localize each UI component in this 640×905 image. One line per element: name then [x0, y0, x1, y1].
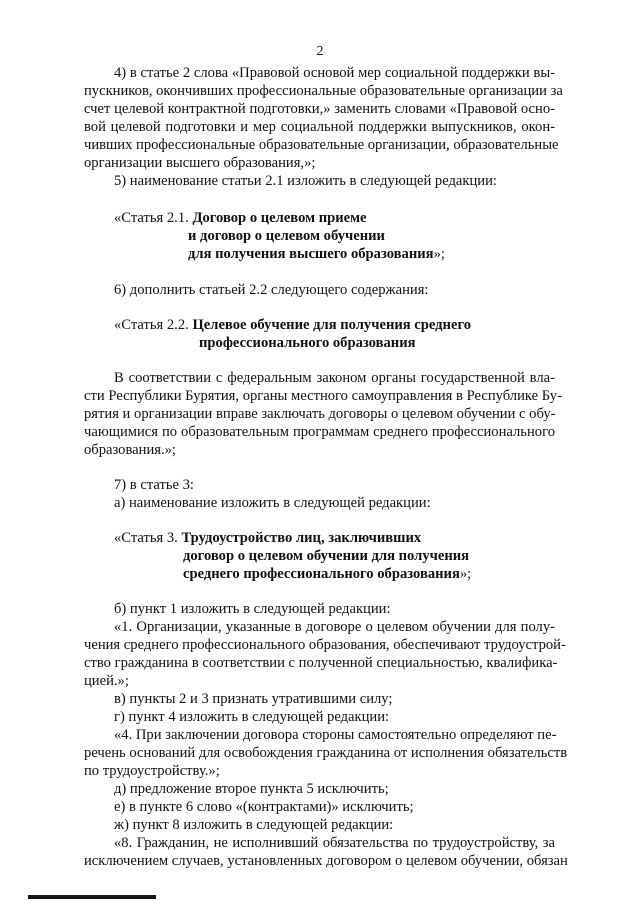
article-label: «Статья 3.: [114, 530, 182, 546]
article-title: Трудоустройство лиц, заключивших: [181, 530, 422, 546]
article-heading-3: [114, 529, 421, 547]
article-title-line: [199, 334, 416, 352]
scan-artifact-bar: [28, 895, 156, 899]
text-line: речень оснований для освобождения гражданина от исполнения обязательств: [84, 745, 568, 761]
text-line: «4. При заключении договора стороны самостоятельно определяют пе-: [114, 727, 557, 743]
text-line: 5) наименование статьи 2.1 изложить в следующей редакции:: [114, 173, 497, 189]
text-line: пускников, окончивших профессиональные образовательные организации за: [84, 83, 563, 99]
text-line: сти Республики Бурятия, органы местного самоуправления в Республике Бу-: [84, 388, 562, 404]
text-line: ство гражданина в соответствии с полученной специальностью, квалифика-: [84, 655, 558, 671]
text-line: цией.»;: [84, 673, 129, 689]
text-line: В соответствии с федеральным законом органы государственной вла-: [114, 370, 555, 386]
article-title: Договор о целевом приеме: [192, 210, 367, 226]
text-line: по трудоустройству.»;: [84, 763, 220, 779]
text-line: в) пункты 2 и 3 признать утратившими силу;: [114, 691, 393, 707]
text-line: исключением случаев, установленных договором о целевом обучении, обязан: [84, 853, 568, 869]
article-title: профессионального образования: [199, 335, 416, 351]
article-title: среднего профессионального образования: [183, 566, 460, 582]
text-line: «1. Организации, указанные в договоре о целевом обучении для полу-: [114, 619, 555, 635]
article-label: «Статья 2.1.: [114, 210, 193, 226]
text-line: чивших профессиональные образовательные организации, образовательные: [84, 137, 559, 153]
text-line: д) предложение второе пункта 5 исключить;: [114, 781, 389, 797]
text-line: 6) дополнить статьей 2.2 следующего содержания:: [114, 282, 429, 298]
text-line: е) в пункте 6 слово «(контрактами)» исключить;: [114, 799, 414, 815]
article-heading-2-2: [114, 316, 471, 334]
article-title-line: [183, 547, 469, 565]
text-line: ж) пункт 8 изложить в следующей редакции:: [114, 817, 394, 833]
text-line: «8. Гражданин, не исполнивший обязательства по трудоустройству, за: [114, 835, 555, 851]
text-line: вой целевой подготовки и мер социальной поддержки выпускников, окон-: [84, 119, 555, 135]
text-line: счет целевой контрактной подготовки,» заменить словами «Правовой осно-: [84, 101, 555, 117]
article-title-line: [188, 227, 385, 245]
text-line: б) пункт 1 изложить в следующей редакции:: [114, 601, 391, 617]
article-title: Целевое обучение для получения среднего: [192, 317, 472, 333]
article-title: и договор о целевом обучении: [188, 228, 385, 244]
article-title-line: [183, 565, 471, 583]
text-line: г) пункт 4 изложить в следующей редакции:: [114, 709, 390, 725]
text-line: организации высшего образования,»;: [84, 155, 316, 171]
text-line: образования.»;: [84, 442, 176, 458]
article-title: для получения высшего образования: [188, 246, 434, 262]
text-line: 4) в статье 2 слова «Правовой основой мер социальной поддержки вы-: [114, 65, 555, 81]
text-line: рятия и организации вправе заключать договоры о целевом обучении с обу-: [84, 406, 556, 422]
article-title-line: [188, 245, 445, 263]
article-heading-2-1: [114, 209, 367, 227]
text-line: чения среднего профессионального образования, обеспечивают трудоустрой-: [84, 637, 566, 653]
closing-quote: »;: [433, 246, 445, 262]
article-label: «Статья 2.2.: [114, 317, 193, 333]
article-title: договор о целевом обучении для получения: [183, 548, 470, 564]
text-line: 7) в статье 3:: [114, 477, 194, 493]
text-line: чающимися по образовательным программам среднего профессионального: [84, 424, 555, 440]
closing-quote: »;: [459, 566, 472, 582]
page-number: 2: [316, 44, 324, 59]
text-line: а) наименование изложить в следующей редакции:: [114, 495, 431, 511]
